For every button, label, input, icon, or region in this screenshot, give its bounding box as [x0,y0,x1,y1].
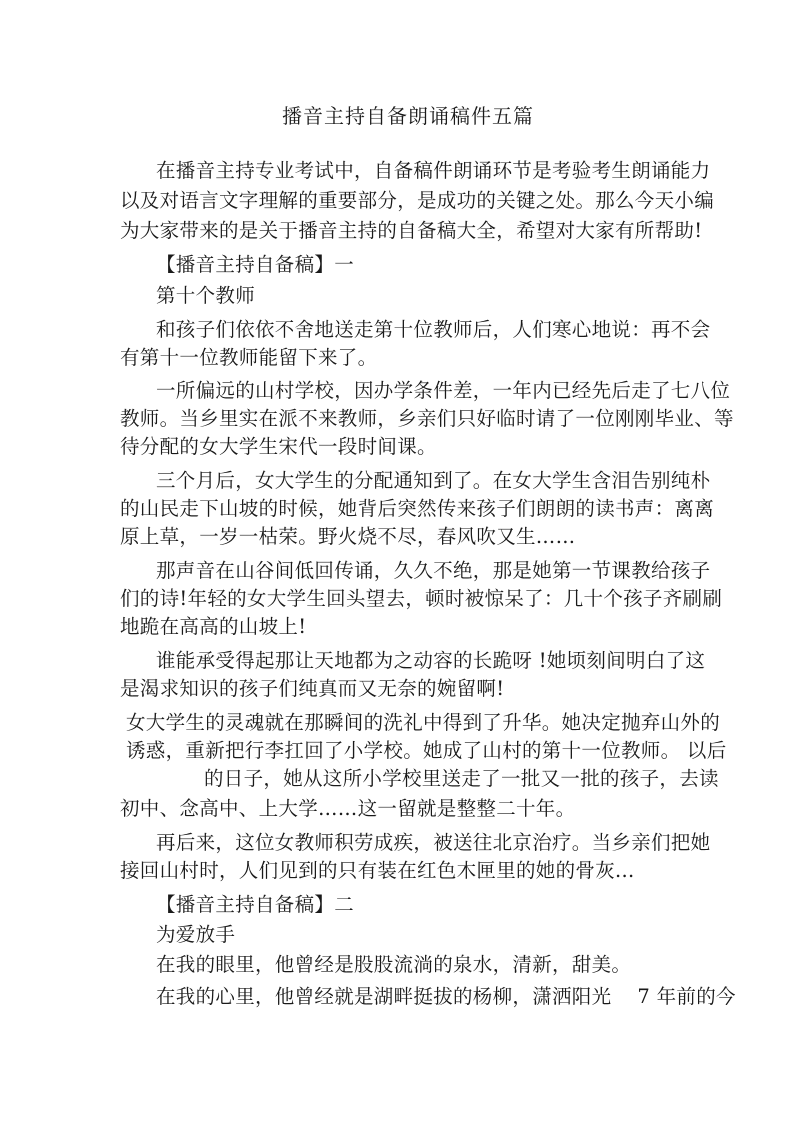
paragraph-line: 诱惑，重新把行李扛回了小学校。她成了山村的第十一位教师。 以后 [126,739,727,762]
section-heading: 【播音主持自备稿】一 [156,253,355,276]
paragraph-line: 以及对语言文字理解的重要部分，是成功的关键之处。那么今天小编 [120,189,715,212]
paragraph-line: 那声音在山谷间低回传诵，久久不绝，那是她第一节课教给孩子 [156,559,711,582]
paragraph-line: 地跪在高高的山坡上! [120,615,307,638]
paragraph-line: 一所偏远的山村学校，因办学条件差，一年内已经先后走了七八位 [156,379,731,402]
paragraph-line: 谁能承受得起那让天地都为之动容的长跪呀 !她顷刻间明白了这 [156,649,706,672]
paragraph-line: 为大家带来的是关于播音主持的自备稿大全，希望对大家有所帮助! [120,219,703,242]
paragraph-line: 们的诗!年轻的女大学生回头望去，顿时被惊呆了：几十个孩子齐刷刷 [120,587,723,610]
paragraph-line: 初中、念高中、上大学……这一留就是整整二十年。 [120,797,576,820]
paragraph-line: 接回山村时，人们见到的只有装在红色木匣里的她的骨灰... [120,859,635,882]
section-heading: 【播音主持自备稿】二 [156,893,355,916]
piece-title: 为爱放手 [156,923,236,946]
paragraph-line: 在我的心里，他曾经就是湖畔挺拔的杨柳，潇洒阳光 7 年前的今 [156,985,736,1008]
paragraph-line: 在播音主持专业考试中，自备稿件朗诵环节是考验考生朗诵能力 [156,159,711,182]
paragraph-line: 的山民走下山坡的时候，她背后突然传来孩子们朗朗的读书声：离离 [120,497,715,520]
paragraph-line: 原上草，一岁一枯荣。野火烧不尽，春风吹又生…… [120,525,576,548]
paragraph-line: 有第十一位教师能留下来了。 [120,346,378,369]
piece-title: 第十个教师 [156,284,256,307]
paragraph-line: 的日子，她从这所小学校里送走了一批又一批的孩子，去读 [204,767,719,790]
document-title: 播音主持自备朗诵稿件五篇 [282,104,534,128]
paragraph-line: 和孩子们依依不舍地送走第十位教师后，人们寒心地说：再不会 [156,318,711,341]
paragraph-line: 女大学生的灵魂就在那瞬间的洗礼中得到了升华。她决定抛弃山外的 [126,711,721,734]
paragraph-line: 三个月后，女大学生的分配通知到了。在女大学生含泪告别纯朴 [156,469,711,492]
paragraph-line: 在我的眼里，他曾经是股股流淌的泉水，清新，甜美。 [156,953,632,976]
paragraph-line: 是渴求知识的孩子们纯真而又无奈的婉留啊! [120,677,505,700]
paragraph-line: 教师。当乡里实在派不来教师，乡亲们只好临时请了一位刚刚毕业、等 [120,407,734,430]
paragraph-line: 待分配的女大学生宋代一段时间课。 [120,435,437,458]
paragraph-line: 再后来，这位女教师积劳成疾，被送往北京治疗。当乡亲们把她 [156,831,711,854]
